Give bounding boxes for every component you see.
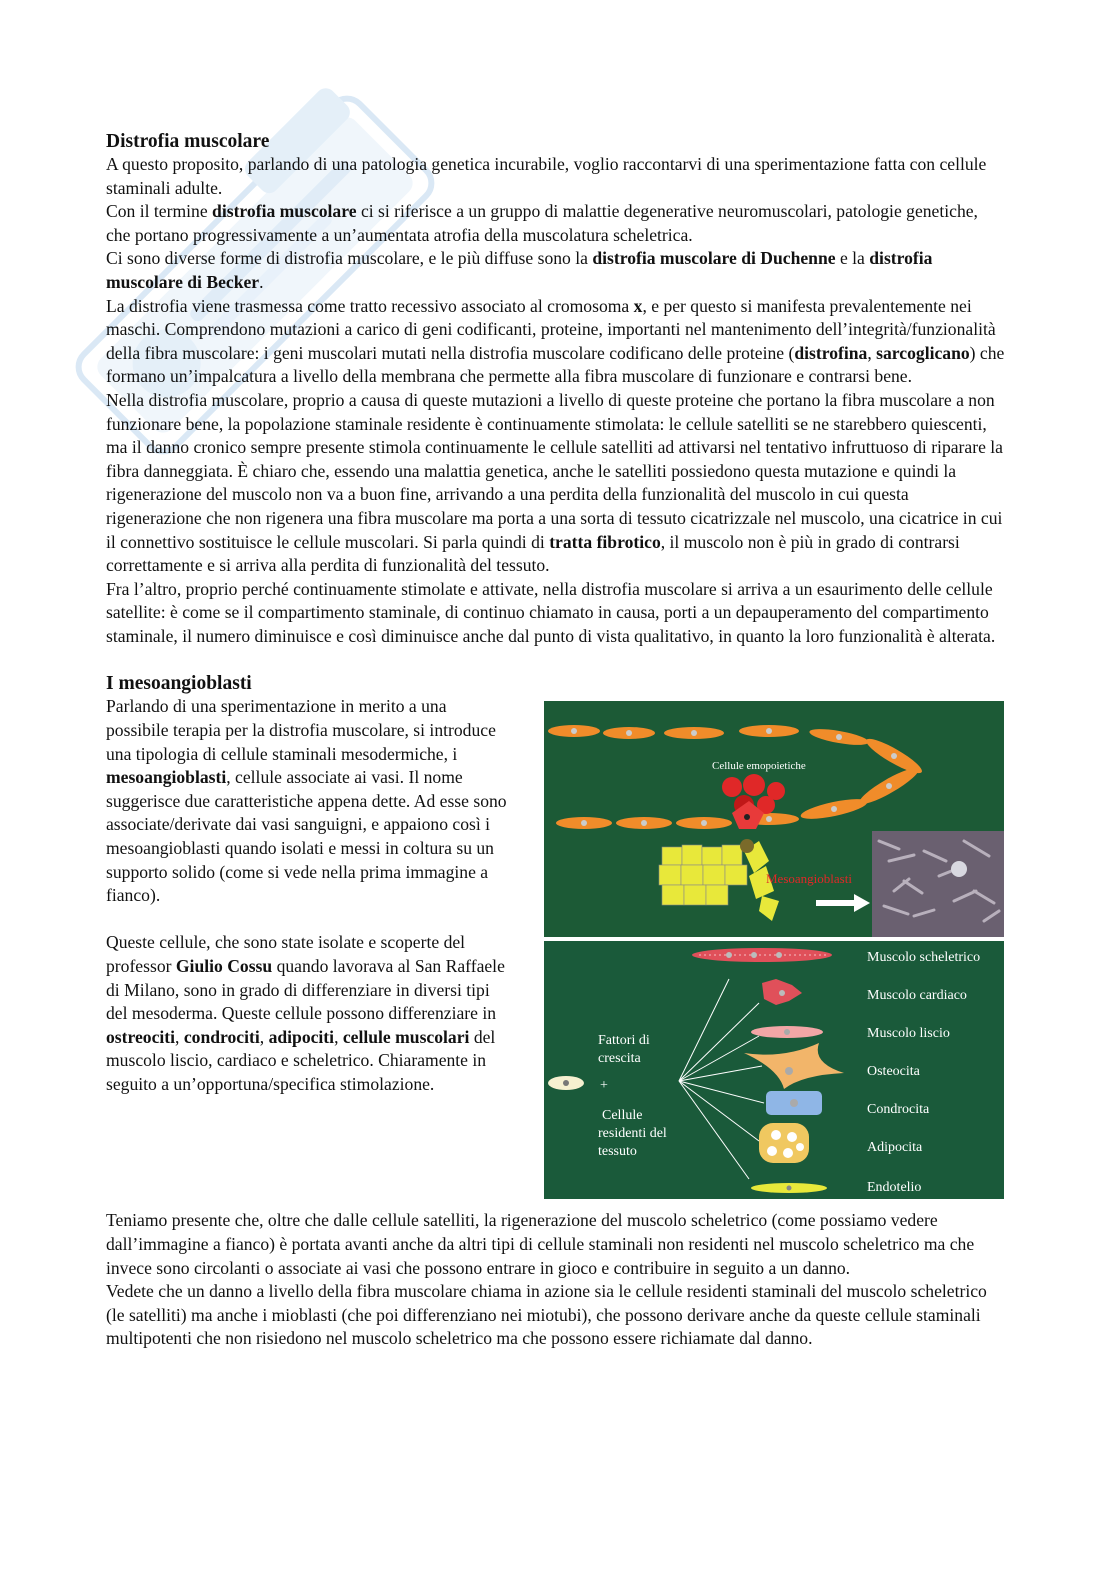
figure-mesoangioblasti-vessel [544, 701, 1004, 937]
text-run: del muscolo liscio, cardiaco e scheletrico. Chiaramente in seguito a un’opportuna/specifica stimolazione. [106, 1026, 496, 1094]
text-run: , e per questo si manifesta prevalentemente nei maschi. Comprendono mutazioni a carico di geni codificanti, proteine, importanti nel mantenimento dell’integrità/funzionalità della fibra muscolare: i geni muscolari mutati nella distrofia muscolare codificano delle proteine ( [106, 295, 996, 363]
section-title-distrofia: Distrofia muscolare [106, 131, 270, 152]
bold-term: distrofia muscolare [212, 201, 357, 222]
text-run: , cellule associate ai vasi. Il nome suggerisce due caratteristiche appena dette. Ad esse sono associate/derivate dai vasi sanguigni, e appaiono così i mesoangioblasti quando isolati e messi in coltura su un supporto solido (come si vede nella prima immagine a fianco). [106, 767, 507, 906]
text-run: Vedete che un danno a livello della fibra muscolare chiama in azione sia le cellule residenti staminali del muscolo scheletrico (le satelliti) ma anche i mioblasti (che poi differenziano nei miotubi), che possono derivare anche da queste cellule staminali multipotenti che non risiedono nel muscolo scheletrico ma che possono essere richiamate dal danno. [106, 1281, 987, 1349]
bold-term: condrociti [183, 1026, 260, 1047]
regeneration-text [106, 1209, 1006, 1351]
section-title-mesoangioblasti: I mesoangioblasti [106, 673, 252, 695]
adipocita-cell [759, 1123, 809, 1163]
bold-term: distrofia muscolare di Becker [106, 248, 933, 292]
text-run: e la [835, 248, 870, 269]
mesoangioblasti-text [106, 695, 511, 1199]
text-run: quando lavorava al San Raffaele di Milano, sono in grado di differenziare in diversi tipi del mesoderma. Queste cellule possono differenziare in [106, 956, 505, 1024]
text-run: A questo proposito, parlando di una patologia genetica incurabile, voglio raccontarvi di una sperimentazione fatta con cellule staminali adulte. [106, 154, 987, 198]
cell-type-label: Condrocita [867, 1102, 930, 1118]
text-run: La distrofia viene trasmessa come tratto recessivo associato al cromosoma [106, 295, 634, 316]
text-run: Fra l’altro, proprio perché continuamente stimolate e attivate, nella distrofia muscolare si arriva a un esaurimento delle cellule satellite: è come se il compartimento staminale, di continuo chiamato in causa, porti a un depauperamento del compartimento staminale, il numero diminuisce e così diminuisce anche dal punto di vista qualitativo, in quanto la loro funzionalità è alterata. [106, 578, 996, 646]
plus-sign: + [600, 1078, 608, 1094]
bold-term: adipociti [268, 1026, 335, 1047]
endotelio-cell [751, 1183, 827, 1193]
muscolo-liscio-cell [751, 1026, 823, 1038]
section-distrofia-body [106, 153, 1006, 648]
paragraph-distrofia-2 [106, 200, 1006, 247]
bold-term: Giulio Cossu [175, 956, 273, 976]
fattori-crescita-line2: crescita [598, 1051, 641, 1067]
label-cellule-emopoietiche: Cellule emopoietiche [712, 760, 806, 773]
text-run: Parlando di una sperimentazione in merito a una possibile terapia per la distrofia muscolare, si introduce una tipologia di cellule staminali mesodermiche, i [106, 696, 496, 764]
text-run: , il muscolo non è più in grado di contrarsi correttamente e si arriva alla perdita di funzionalità del tessuto. [106, 531, 960, 576]
cell-type-label: Muscolo cardiaco [867, 988, 967, 1004]
text-run: , [175, 1026, 184, 1047]
bold-term: mesoangioblasti [106, 767, 227, 788]
bold-term: ostreociti [106, 1026, 176, 1047]
figure-differentiation-diagram [544, 941, 1004, 1199]
text-run: , [334, 1026, 343, 1047]
text-run: . [259, 271, 264, 292]
bold-term: distrofina [794, 342, 868, 363]
two-column-block [106, 695, 1006, 1199]
text-run: Nella distrofia muscolare, proprio a causa di queste mutazioni a livello di queste proteine che portano la fibra muscolare a non funzionare bene, la popolazione staminale residente è continuamente stimolata: le cellule satelliti se ne starebbero quiescenti, ma il danno cronico sempre presente stimola continuamente le cellule satelliti ad attivarsi nel tentativo infruttuoso di riparare la fibra danneggiata. È chiaro che, essendo una malattia genetica, anche le satelliti possiedono questa mutazione e quindi la rigenerazione del muscolo non va a buon fine, arrivando a una perdita della funzionalità del muscolo in cui questa rigenerazione che non rigenera una fibra muscolare ma porta a una sorta di tessuto cicatrizzale nel muscolo, una cicatrice in cui il connettivo sostituisce le cellule muscolari. Si parla quindi di [106, 389, 1003, 552]
text-run: Con il termine [106, 201, 213, 222]
fattori-crescita-line1: Fattori di [598, 1033, 650, 1049]
text-run: ci si riferisce a un gruppo di malattie degenerative neuromuscolari, patologie genetiche, che portano progressivamente a un’aumentata atrofia della muscolatura scheletrica. [106, 201, 978, 245]
bold-term: cellule muscolari [342, 1026, 470, 1047]
paragraph-distrofia-4 [106, 295, 1006, 389]
cellule-residenti-line2: residenti del [598, 1126, 667, 1142]
document-page [106, 130, 1006, 1351]
cellule-residenti-line3: tessuto [598, 1144, 637, 1160]
paragraph-distrofia-6 [106, 578, 1006, 649]
bold-term: tratta fibrotico [549, 531, 661, 552]
text-run: ) che formano un’impalcatura a livello della membrana che permette alla fibra muscolare di funzionare e contrarsi bene. [106, 342, 1005, 387]
bold-term: sarcoglicano [876, 342, 970, 363]
paragraph-spacer [106, 908, 511, 932]
cellule-residenti-line1: Cellule [602, 1108, 643, 1124]
cell-type-label: Muscolo scheletrico [867, 950, 981, 966]
label-mesoangioblasti: Mesoangioblasti [766, 871, 852, 887]
paragraph-distrofia-3 [106, 247, 1006, 294]
paragraph-rigenerazione-2 [106, 1280, 1006, 1351]
figures-column [544, 701, 1006, 1199]
cell-type-label: Muscolo liscio [867, 1026, 950, 1042]
text-run: , [867, 342, 877, 363]
bold-term: x [633, 295, 643, 316]
condrocita-cell [766, 1091, 822, 1115]
bold-term: distrofia muscolare di Duchenne [592, 248, 836, 269]
cell-type-label: Osteocita [867, 1064, 920, 1080]
text-run: Teniamo presente che, oltre che dalle cellule satelliti, la rigenerazione del muscolo scheletrico (come possiamo vedere dall’immagine a fianco) è portata avanti anche da altri tipi di cellule staminali non residenti nel muscolo scheletrico ma che invece sono circolanti o associate ai vasi che possono entrare in gioco e contribuire in seguito a un danno. [106, 1210, 975, 1278]
culture-micrograph [872, 831, 1004, 937]
paragraph-mesoangioblasti-2 [106, 931, 511, 1096]
text-run: , [259, 1026, 269, 1047]
paragraph-distrofia-1 [106, 153, 1006, 200]
paragraph-mesoangioblasti-1 [106, 695, 511, 907]
text-run: Queste cellule, che sono state isolate e scoperte del professor [106, 932, 466, 976]
text-run: Ci sono diverse forme di distrofia muscolare, e le più diffuse sono la [106, 248, 593, 269]
cell-type-label: Endotelio [867, 1180, 922, 1196]
muscolo-scheletrico-cell [692, 948, 832, 962]
paragraph-rigenerazione-1 [106, 1209, 1006, 1280]
cell-type-label: Adipocita [867, 1140, 923, 1156]
paragraph-distrofia-5 [106, 389, 1006, 578]
